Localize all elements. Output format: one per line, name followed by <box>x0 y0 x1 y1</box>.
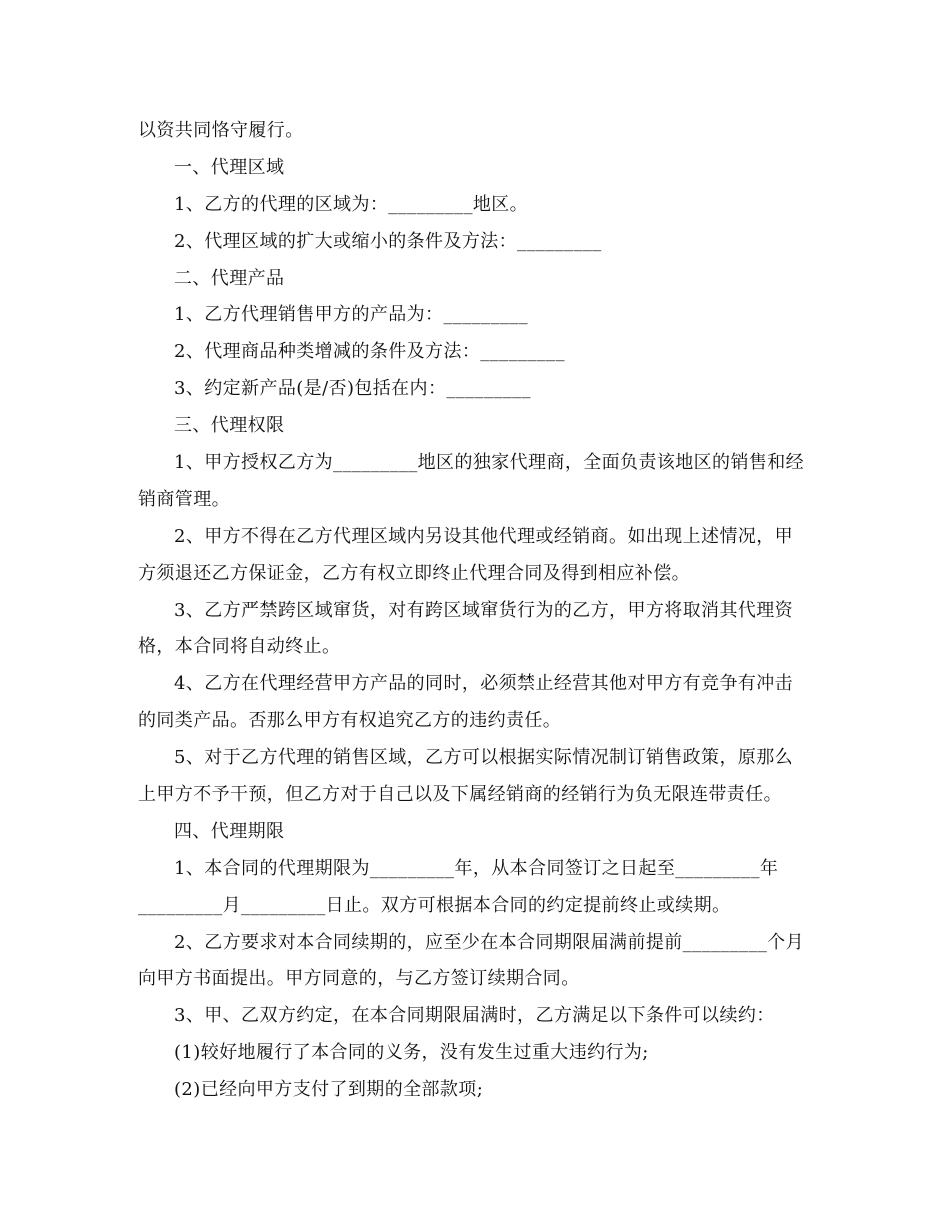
clause-continuation: 格，本合同将自动终止。 <box>138 636 341 658</box>
clause-continuation: 方须退还乙方保证金，乙方有权立即终止代理合同及得到相应补偿。 <box>138 562 690 584</box>
clause-line: 1、乙方代理销售甲方的产品为：_________ <box>174 304 529 326</box>
clause-line: 3、甲、乙双方约定，在本合同期限届满时，乙方满足以下条件可以续约： <box>174 1005 775 1027</box>
clause-continuation: 的同类产品。否那么甲方有权追究乙方的违约责任。 <box>138 710 562 732</box>
clause-line: 5、对于乙方代理的销售区域，乙方可以根据实际情况制订销售政策，原那么 <box>174 747 794 769</box>
clause-continuation: 向甲方书面提出。甲方同意的，与乙方签订续期合同。 <box>138 968 580 990</box>
clause-line: 1、本合同的代理期限为_________年，从本合同签订之日起至_________年 <box>174 857 779 879</box>
clause-line: 2、甲方不得在乙方代理区域内另设其他代理或经销商。如出现上述情况，甲 <box>174 525 794 547</box>
section-heading-term: 四、代理期限 <box>174 820 285 842</box>
clause-line: 2、代理区域的扩大或缩小的条件及方法：_________ <box>174 230 602 252</box>
clause-line: 1、乙方的代理的区域为：_________地区。 <box>174 193 529 215</box>
section-heading-region: 一、代理区域 <box>174 156 285 178</box>
clause-continuation: 销商管理。 <box>138 488 230 510</box>
section-heading-product: 二、代理产品 <box>174 267 285 289</box>
clause-line: 2、代理商品种类增减的条件及方法：_________ <box>174 341 565 363</box>
clause-continuation: _________月_________日止。双方可根据本合同的约定提前终止或续期。 <box>138 894 731 916</box>
clause-line: 2、乙方要求对本合同续期的，应至少在本合同期限届满前提前_________个月 <box>174 931 805 953</box>
clause-line: 1、甲方授权乙方为_________地区的独家代理商，全面负责该地区的销售和经 <box>174 452 805 474</box>
list-item: (1)较好地履行了本合同的义务，没有发生过重大违约行为; <box>174 1042 649 1064</box>
paragraph-line: 以资共同恪守履行。 <box>138 120 304 141</box>
section-heading-authority: 三、代理权限 <box>174 415 285 437</box>
contract-body <box>138 113 818 1109</box>
clause-continuation: 上甲方不予干预，但乙方对于自己以及下属经销商的经销行为负无限连带责任。 <box>138 784 782 806</box>
clause-line: 4、乙方在代理经营甲方产品的同时，必须禁止经营其他对甲方有竞争有冲击 <box>174 673 794 695</box>
clause-line: 3、乙方严禁跨区域窜货，对有跨区域窜货行为的乙方，甲方将取消其代理资 <box>174 599 794 621</box>
clause-line: 3、约定新产品(是/否)包括在内：_________ <box>174 378 531 400</box>
list-item: (2)已经向甲方支付了到期的全部款项; <box>174 1079 484 1101</box>
